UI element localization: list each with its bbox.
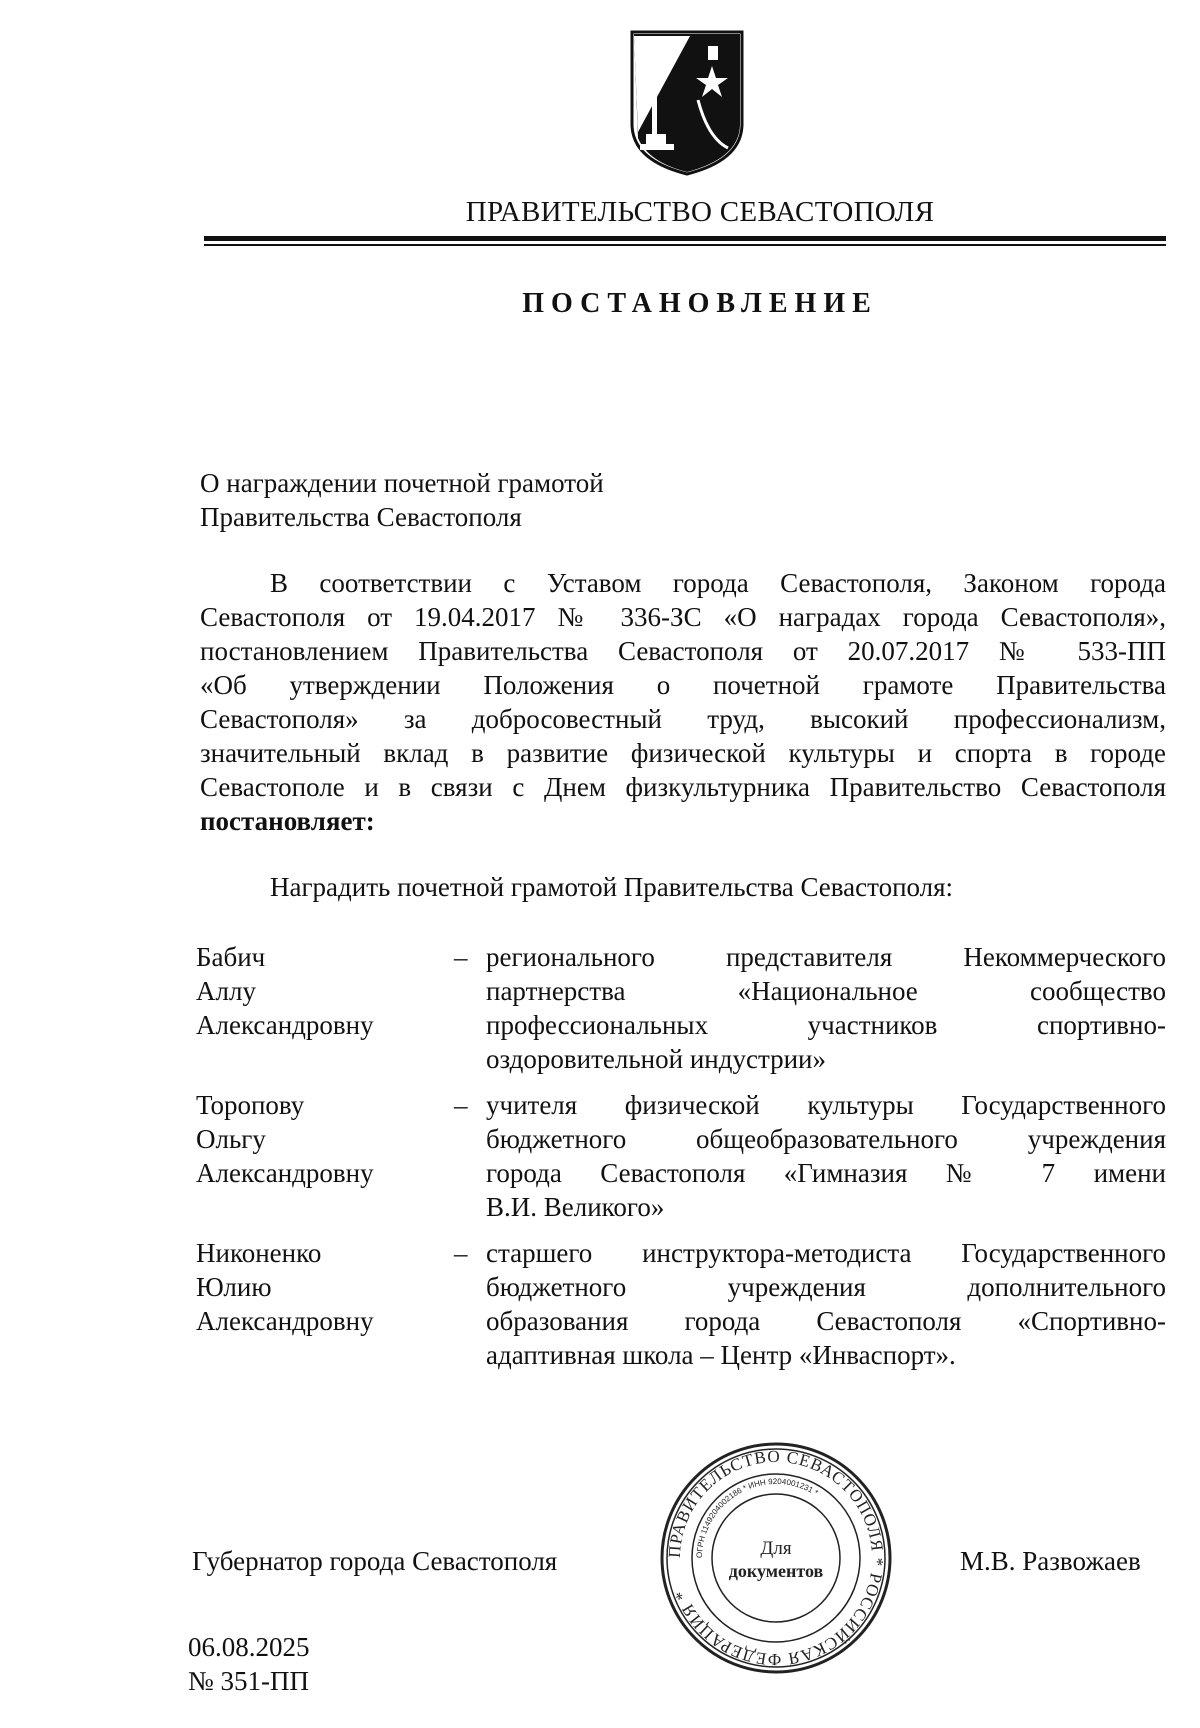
award-intro: Наградить почетной грамотой Правительства Севастополя: xyxy=(270,872,954,902)
dash: – xyxy=(454,942,468,972)
name-line: Юлию xyxy=(196,1272,272,1302)
awardee-name xyxy=(196,1088,436,1190)
name-line: Бабич xyxy=(196,942,266,972)
name-line: Аллу xyxy=(196,976,256,1006)
name-line: Торопову xyxy=(196,1090,305,1120)
description-line: партнерства «Национальное сообщество xyxy=(486,976,1166,1006)
awardee-entry xyxy=(0,1236,1200,1376)
name-line: Никоненко xyxy=(196,1238,322,1268)
awardee-description xyxy=(486,940,1166,1076)
document-number: № 351-ПП xyxy=(188,1666,309,1696)
name-line: Александровну xyxy=(196,1306,374,1336)
seal-center-line: Для xyxy=(760,1538,792,1559)
description-line: бюджетного учреждения дополнительного xyxy=(486,1272,1166,1302)
awardee-name xyxy=(196,1236,436,1338)
description-line: образования города Севастополя «Спортивно- xyxy=(486,1306,1166,1336)
description-line: адаптивная школа – Центр «Инваспорт». xyxy=(486,1340,956,1370)
description-line: регионального представителя Некоммерческого xyxy=(486,942,1166,972)
official-seal xyxy=(658,1440,894,1676)
header-rule-thick xyxy=(204,236,1166,241)
preamble xyxy=(200,566,1166,838)
signatory-position: Губернатор города Севастополя xyxy=(192,1546,558,1576)
name-line: Ольгу xyxy=(196,1124,266,1154)
subject-line: Правительства Севастополя xyxy=(200,502,522,532)
description-line: оздоровительной индустрии» xyxy=(486,1044,826,1074)
document-type-title: ПОСТАНОВЛЕНИЕ xyxy=(522,288,878,319)
dash: – xyxy=(454,1090,468,1120)
preamble-line: значительный вклад в развитие физической культуры и спорта в городе xyxy=(200,738,1166,768)
subject xyxy=(200,466,604,534)
seal-center-line: документов xyxy=(728,1561,824,1581)
description-line: профессиональных участников спортивно- xyxy=(486,1010,1166,1040)
awardee-entry xyxy=(0,940,1200,1080)
subject-line: О награждении почетной грамотой xyxy=(200,468,604,498)
description-line: В.И. Великого» xyxy=(486,1192,665,1222)
name-line: Александровну xyxy=(196,1010,374,1040)
awardee-name xyxy=(196,940,436,1042)
preamble-line: В соответствии с Уставом города Севастополя, Законом города xyxy=(270,568,1166,598)
seal-outer-text: ПРАВИТЕЛЬСТВО СЕВАСТОПОЛЯ * РОССИЙСКАЯ ФЕДЕРАЦИЯ * xyxy=(664,1446,888,1670)
organization-title: ПРАВИТЕЛЬСТВО СЕВАСТОПОЛЯ xyxy=(465,196,935,228)
description-line: старшего инструктора-методиста Государственного xyxy=(486,1238,1166,1268)
header-rule-thin xyxy=(204,244,1166,246)
awardee-description xyxy=(486,1088,1166,1224)
name-line: Александровну xyxy=(196,1158,374,1188)
preamble-line: Севастополя» за добросовестный труд, высокий профессионализм, xyxy=(200,704,1166,734)
document-requisites xyxy=(188,1630,310,1698)
decree-word: постановляет: xyxy=(200,806,375,836)
description-line: города Севастополя «Гимназия № 7 имени xyxy=(486,1158,1166,1188)
document-date: 06.08.2025 xyxy=(188,1632,310,1662)
coat-of-arms-emblem xyxy=(628,28,746,178)
preamble-line: Севастополя от 19.04.2017 № 336-ЗС «О наградах города Севастополя», xyxy=(200,602,1166,632)
preamble-line: Севастополе и в связи с Днем физкультурника Правительство Севастополя xyxy=(200,772,1166,802)
seal-inner-text: ОГРН 1149204002186 * ИНН 9204001231 * xyxy=(694,1476,820,1559)
description-line: учителя физической культуры Государственного xyxy=(486,1090,1166,1120)
signatory-name: М.В. Развожаев xyxy=(960,1546,1141,1576)
preamble-line: «Об утверждении Положения о почетной грамоте Правительства xyxy=(200,670,1166,700)
dash: – xyxy=(454,1238,468,1268)
awardee-description xyxy=(486,1236,1166,1372)
description-line: бюджетного общеобразовательного учреждения xyxy=(486,1124,1166,1154)
awardee-entry xyxy=(0,1088,1200,1228)
preamble-line: постановлением Правительства Севастополя от 20.07.2017 № 533-ПП xyxy=(200,636,1166,666)
